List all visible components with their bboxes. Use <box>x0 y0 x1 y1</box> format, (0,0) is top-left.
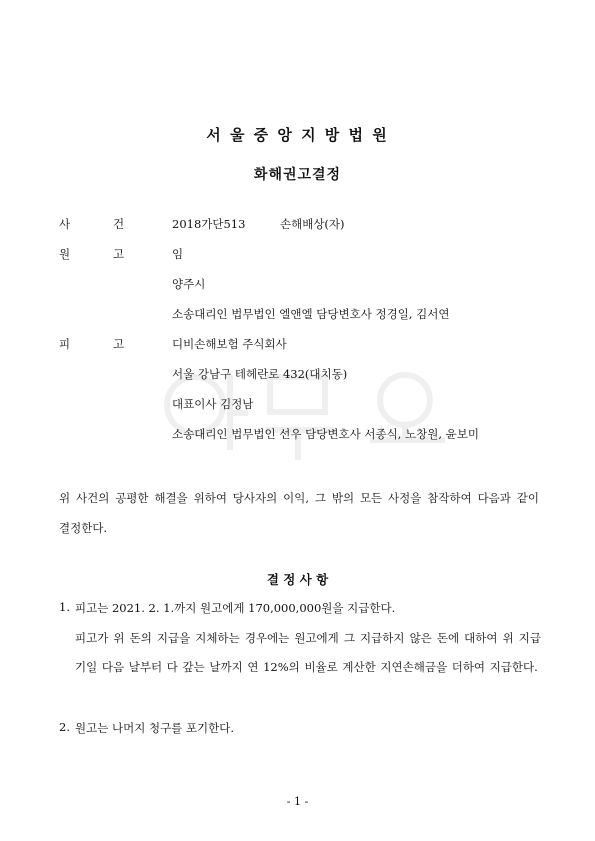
item-1-first-line: 피고는 2021. 2. 1.까지 원고에게 170,000,000원을 지급한다. <box>75 601 396 615</box>
defendant-counsel: 소송대리인 법무법인 선우 담당변호사 서종식, 노창원, 윤보미 <box>172 427 479 441</box>
item-2-number: 2. <box>59 720 70 734</box>
defendant-label-1: 피 <box>59 337 71 351</box>
page-number: - 1 - <box>286 795 309 808</box>
case-label-1: 사 <box>59 217 71 231</box>
case-number: 2018가단513 <box>172 217 246 231</box>
defendant-label-2: 고 <box>113 337 125 351</box>
item-1-number: 1. <box>59 600 70 614</box>
plaintiff-extra: 양주시 <box>172 277 206 291</box>
case-name: 손해배상(자) <box>280 217 345 231</box>
plaintiff-counsel: 소송대리인 법무법인 엘앤엘 담당변호사 정경일, 김서연 <box>172 307 450 321</box>
defendant-name: 디비손해보험 주식회사 <box>172 337 287 351</box>
defendant-address: 서울 강남구 테헤란로 432(대치동) <box>172 367 348 381</box>
case-label-2: 건 <box>113 217 125 231</box>
plaintiff-name: 임 <box>172 247 184 261</box>
document-title: 화해권고결정 <box>253 167 342 183</box>
item-2-first-line: 원고는 나머지 청구를 포기한다. <box>75 721 235 735</box>
item-1-continuation: 피고가 위 돈의 지급을 지체하는 경우에는 원고에게 그 지급하지 않은 돈에 대하여 위 지급기일 다음 날부터 다 갚는 날까지 연 12%의 비율로 계산한 지연손해금을 더하여 지급한다. <box>75 631 541 674</box>
plaintiff-label-1: 원 <box>59 247 71 261</box>
intro-paragraph: 위 사건의 공평한 해결을 위하여 당사자의 이익, 그 밖의 모든 사정을 참작하여 다음과 같이 결정한다. <box>59 491 539 535</box>
decision-heading: 결 정 사 항 <box>266 572 329 587</box>
defendant-representative: 대표이사 김정남 <box>172 397 254 411</box>
court-name: 서 울 중 앙 지 방 법 원 <box>206 126 389 144</box>
plaintiff-label-2: 고 <box>113 247 125 261</box>
